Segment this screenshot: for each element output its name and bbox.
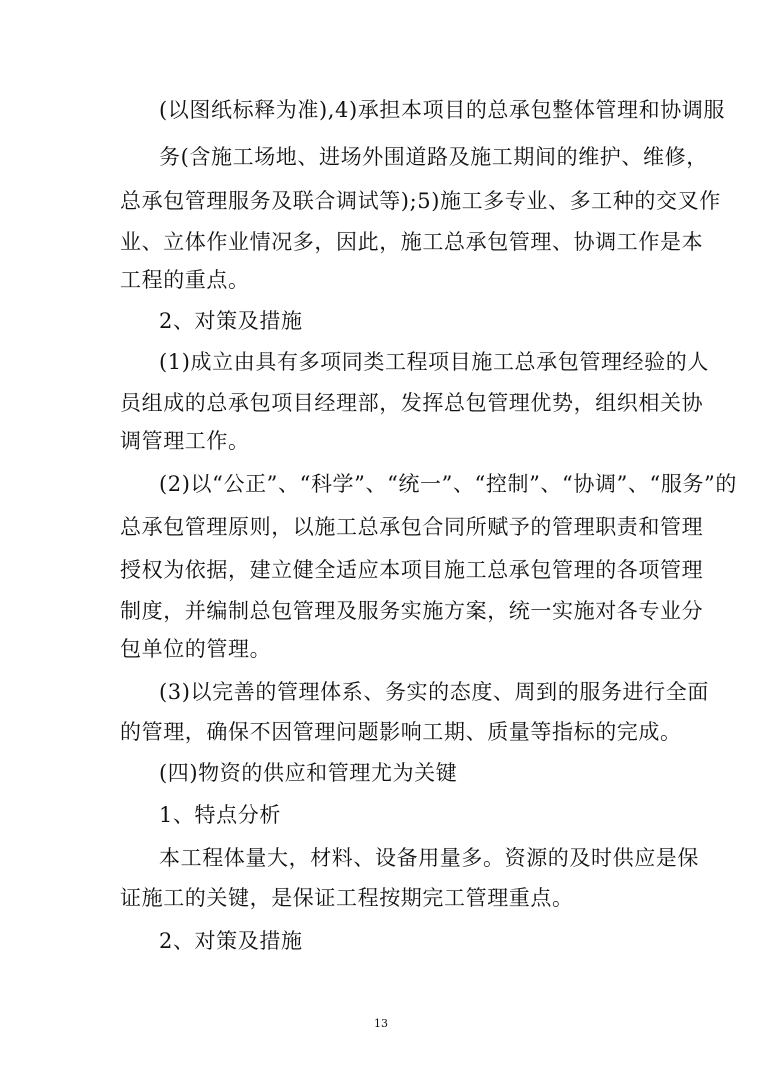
text-line: 本工程体量大，材料、设备用量多。资源的及时供应是保 xyxy=(159,846,699,870)
text-line: 工程的重点。 xyxy=(120,268,250,292)
text-line: 总承包管理服务及联合调试等);5)施工多专业、多工种的交叉作 xyxy=(120,189,721,213)
text-line: 员组成的总承包项目经理部，发挥总包管理优势，组织相关协 xyxy=(120,391,704,415)
text-line: 包单位的管理。 xyxy=(120,637,272,661)
section-heading: 2、对策及措施 xyxy=(159,929,303,953)
text-line: 务(含施工场地、进场外围道路及施工期间的维护、维修， xyxy=(159,145,708,169)
section-heading: 2、对策及措施 xyxy=(159,309,303,333)
text-line: 的管理，确保不因管理问题影响工期、质量等指标的完成。 xyxy=(120,720,682,744)
text-line: 授权为依据，建立健全适应本项目施工总承包管理的各项管理 xyxy=(120,558,704,582)
text-line: 调管理工作。 xyxy=(120,429,250,453)
text-line: (1)成立由具有多项同类工程项目施工总承包管理经验的人 xyxy=(159,350,709,374)
text-line: (以图纸标释为准),4)承担本项目的总承包整体管理和协调服 xyxy=(159,98,726,122)
text-line: 总承包管理原则，以施工总承包合同所赋予的管理职责和管理 xyxy=(120,515,704,539)
text-line: 业、立体作业情况多，因此，施工总承包管理、协调工作是本 xyxy=(120,230,704,254)
text-line: (2)以“公正”、“科学”、“统一”、“控制”、“协调”、“服务”的 xyxy=(159,472,737,496)
section-heading: (四)物资的供应和管理尤为关键 xyxy=(159,761,458,785)
page-number: 13 xyxy=(374,1017,388,1030)
text-line: 制度，并编制总包管理及服务实施方案，统一实施对各专业分 xyxy=(120,599,704,623)
text-line: (3)以完善的管理体系、务实的态度、周到的服务进行全面 xyxy=(159,680,709,704)
text-line: 证施工的关键，是保证工程按期完工管理重点。 xyxy=(120,886,574,910)
section-heading: 1、特点分析 xyxy=(159,803,281,827)
